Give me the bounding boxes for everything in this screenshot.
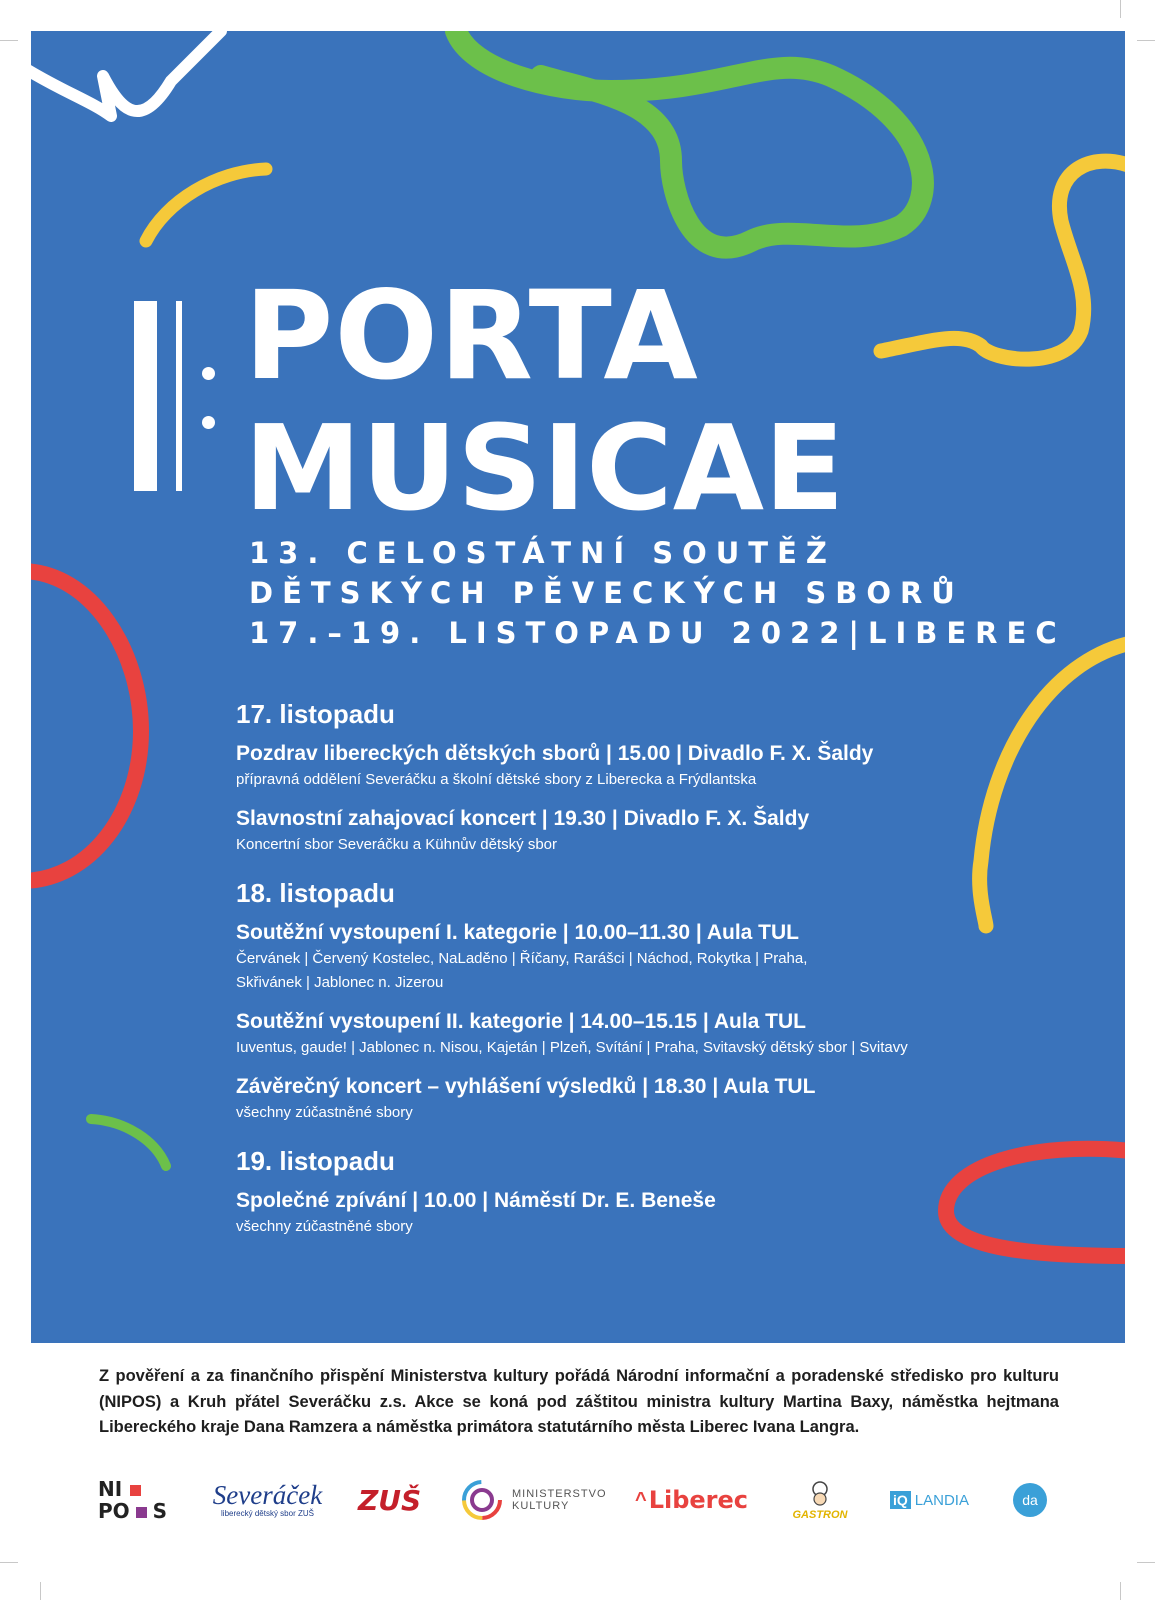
liberec-text: Liberec: [648, 1486, 749, 1514]
event-title: Pozdrav libereckých dětských sborů | 15.00 | Divadlo F. X. Šaldy: [236, 741, 874, 765]
severacek-sub-text: liberecký dětský sbor ZUŠ: [221, 1509, 314, 1518]
crop-mark: [1137, 40, 1155, 41]
crop-mark: [1120, 1582, 1121, 1600]
program-event: [236, 920, 1036, 995]
nipos-purple-square: [136, 1507, 147, 1518]
repeat-dot-top: [202, 367, 215, 380]
event-title: Soutěžní vystoupení I. kategorie | 10.00–11.30 | Aula TUL: [236, 920, 799, 944]
red-loop-left: [31, 571, 141, 881]
event-desc: Koncertní sbor Severáčku a Kühnův dětský sbor: [236, 835, 558, 853]
crop-mark: [0, 40, 18, 41]
crop-mark: [1137, 1562, 1155, 1563]
landia-text: LANDIA: [914, 1491, 969, 1509]
chef-icon: [805, 1479, 835, 1509]
program-event: [236, 1074, 1036, 1125]
title-porta: PORTA: [244, 265, 699, 407]
event-title: Společné zpívání | 10.00 | Náměstí Dr. E. Beneše: [236, 1188, 716, 1212]
day-heading: 19. listopadu: [236, 1146, 395, 1177]
repeat-dot-bottom: [202, 416, 215, 429]
ministerstvo-kultury-logo: [460, 1470, 620, 1530]
event-desc: Iuventus, gaude! | Jablonec n. Nisou, Kajetán | Plzeň, Svítání | Praha, Svitavský dětský sbor | Svitavy: [236, 1038, 908, 1056]
day-heading: 18. listopadu: [236, 877, 395, 908]
zus-logo: [358, 1470, 422, 1530]
crop-mark: [40, 1582, 41, 1600]
crop-mark: [0, 1562, 18, 1563]
event-title: Závěrečný koncert – vyhlášení výsledků | 18.30 | Aula TUL: [236, 1074, 816, 1098]
zus-text: ZUŠ: [358, 1483, 422, 1517]
crop-mark: [1120, 0, 1121, 18]
day-heading: 17. listopadu: [236, 699, 395, 729]
subtitle-line3: 17.–19. LISTOPADU 2022|LIBEREC: [249, 616, 1066, 650]
event-desc: přípravná oddělení Severáčku a školní dětské sbory z Liberecka a Frýdlantska: [236, 770, 757, 788]
day-block: [236, 700, 1036, 857]
gastron-text: GASTRON: [792, 1509, 848, 1521]
severacek-text: Severáček: [212, 1480, 323, 1510]
ministerstvo-c-icon: [460, 1478, 504, 1522]
sponsor-logos: [90, 1470, 1070, 1530]
ministerstvo-text-1: MINISTERSTVO: [512, 1487, 607, 1500]
circle-logo: [1013, 1470, 1053, 1530]
day-block: [236, 879, 1036, 1125]
yellow-arc-left: [146, 169, 266, 241]
event-title: Slavnostní zahajovací koncert | 19.30 | Divadlo F. X. Šaldy: [236, 806, 810, 830]
nipos-red-square: [130, 1485, 141, 1496]
white-zigzag: [31, 31, 221, 116]
iqlandia-logo: [890, 1470, 980, 1530]
nipos-bottom-text: PO: [98, 1499, 130, 1523]
barline-thick: [134, 301, 157, 491]
gastron-logo: [785, 1470, 855, 1530]
subtitle-line1: 13. CELOSTÁTNÍ SOUTĚŽ: [249, 536, 836, 570]
event-desc: Červánek | Červený Kostelec, NaLaděno | Říčany, Rarášci | Náchod, Rokytka | Praha, Skřivánek | Jablonec n. Jizerou: [236, 949, 808, 991]
program-event: [236, 806, 1036, 857]
ministerstvo-text-2: KULTURY: [512, 1500, 570, 1512]
event-desc: všechny zúčastněné sbory: [236, 1217, 413, 1235]
nipos-s-text: S: [152, 1499, 168, 1523]
program: [236, 700, 1036, 1261]
liberec-caret-icon: ^: [635, 1488, 647, 1511]
liberec-logo: [635, 1470, 760, 1530]
event-title: Soutěžní vystoupení II. kategorie | 14.00–15.15 | Aula TUL: [236, 1009, 806, 1033]
subtitle-line2: DĚTSKÝCH PĚVECKÝCH SBORŮ: [249, 576, 964, 610]
barline-thin: [176, 301, 182, 491]
title-musicae: MUSICAE: [244, 399, 845, 537]
severacek-logo: [210, 1470, 325, 1530]
nipos-top-text: NI: [98, 1477, 123, 1501]
program-event: [236, 1188, 1036, 1239]
event-desc: všechny zúčastněné sbory: [236, 1104, 413, 1122]
green-arc-left: [91, 1119, 166, 1166]
iq-text: iQ: [890, 1491, 911, 1509]
footer-text: Z pověření a za finančního přispění Ministerstva kultury pořádá Národní informační a poradenské středisko pro kulturu (NIPOS) a Kruh přátel Severáčku z.s. Akce se koná pod záštitou ministra kultury Martina Baxy, náměstka hejtmana Libereckého kraje Dana Ramzera a náměstka primátora statutárního města Liberec Ivana Langra.: [99, 1367, 1059, 1437]
circle-logo-text: da: [1013, 1483, 1047, 1517]
day-block: [236, 1147, 1036, 1239]
program-event: [236, 1009, 1036, 1060]
nipos-logo: [98, 1470, 178, 1530]
program-event: [236, 741, 1036, 792]
green-squiggle: [456, 31, 923, 248]
